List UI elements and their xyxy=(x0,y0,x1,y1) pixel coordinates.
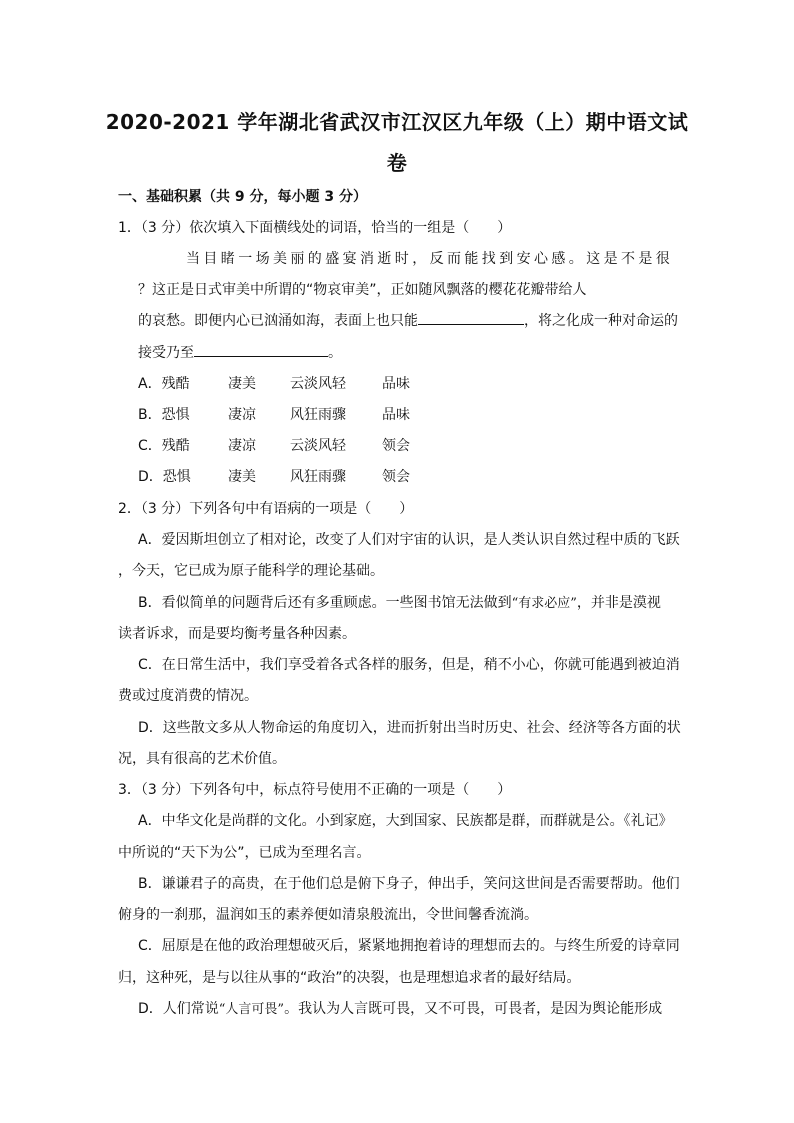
q1-passage-line1: 当目睹一场美丽的盛宴消逝时，反而能找到安心感。这是不是很 xyxy=(186,251,674,267)
q1-passage-line4 xyxy=(138,342,342,362)
q3-option-d-text: D．人们常说 xyxy=(138,1001,219,1017)
option-label: C．残酷 xyxy=(138,438,190,454)
q1-passage-line3 xyxy=(138,310,678,330)
option-word: 风狂雨骤 xyxy=(290,469,346,485)
q3-option-d-line1 xyxy=(138,998,662,1018)
option-word: 凄美 xyxy=(228,376,256,392)
exam-title-line2: 卷 xyxy=(386,151,408,175)
q3-option-a-line1: A．中华文化是尚群的文化。小到家庭，大到国家、民族都是群，而群就是公。《礼记》 xyxy=(138,813,673,829)
q3-option-d-text-end: 。我认为人言既可畏，又不可畏，可畏者，是因为舆论能形成 xyxy=(284,1001,663,1017)
section-heading: 一、基础积累（共 9 分，每小题 3 分） xyxy=(118,189,367,205)
q2-stem: 2．（3 分）下列各句中有语病的一项是（ ） xyxy=(118,501,414,517)
q1-passage-line2: ？这正是日式审美中所谓的“物哀审美”，正如随风飘落的樱花花瓣带给人 xyxy=(138,282,587,298)
blank-1 xyxy=(418,310,524,325)
option-word: 凄美 xyxy=(228,469,256,485)
q2-option-c-line1: C．在日常生活中，我们享受着各式各样的服务，但是，稍不小心，你就可能遇到被迫消 xyxy=(138,657,680,673)
option-word: 凄凉 xyxy=(228,438,256,454)
q1-passage-line4-start: 接受乃至 xyxy=(138,345,194,361)
option-word: 品味 xyxy=(382,376,410,392)
q2-option-a-line2: ，今天，它已成为原子能科学的理论基础。 xyxy=(118,563,384,579)
option-word: 领会 xyxy=(382,438,410,454)
q3-stem: 3．（3 分）下列各句中，标点符号使用不正确的一项是（ ） xyxy=(118,782,512,798)
q2-option-b-line1 xyxy=(138,592,661,612)
q2-option-d-line2: 况，具有很高的艺术价值。 xyxy=(118,751,286,767)
q1-passage-line3-end: ，将之化成一种对命运的 xyxy=(524,313,678,329)
q2-option-d-line1: D．这些散文多从人物命运的角度切入，进而折射出当时历史、社会、经济等各方面的状 xyxy=(138,720,681,736)
q2-option-a-line1: A．爱因斯坦创立了相对论，改变了人们对宇宙的认识，是人类认识自然过程中质的飞跃 xyxy=(138,532,680,548)
q1-option-c xyxy=(138,435,442,455)
q3-option-c-line1: C．屈原是在他的政治理想破灭后，紧紧地拥抱着诗的理想而去的。与终生所爱的诗章同 xyxy=(138,938,680,954)
q1-option-b xyxy=(138,404,442,424)
option-word: 凄凉 xyxy=(228,407,256,423)
q3-option-c-line2: 归，这种死，是与以往从事的“政治”的决裂，也是理想追求者的最好结局。 xyxy=(118,970,581,986)
quoted-phrase: “人言可畏” xyxy=(218,1002,285,1017)
option-word: 云淡风轻 xyxy=(290,376,346,392)
quoted-phrase: “有求必应” xyxy=(511,596,577,611)
option-label: A．残酷 xyxy=(138,376,190,392)
q3-option-b-line2: 俯身的一刹那，温润如玉的素养便如清泉般流出，令世间馨香流淌。 xyxy=(118,907,538,923)
q3-option-b-line1: B．谦谦君子的高贵，在于他们总是俯下身子，伸出手，笑问这世间是否需要帮助。他们 xyxy=(138,876,680,892)
option-word: 品味 xyxy=(382,407,410,423)
exam-title-line1: 2020-2021 学年湖北省武汉市江汉区九年级（上）期中语文试 xyxy=(105,110,689,134)
option-label: D．恐惧 xyxy=(138,469,191,485)
option-word: 风狂雨骤 xyxy=(290,407,346,423)
blank-2 xyxy=(194,342,328,357)
q2-option-c-line2: 费或过度消费的情况。 xyxy=(118,688,258,704)
option-label: B．恐惧 xyxy=(138,407,190,423)
q1-passage-line3-start: 的哀愁。即便内心已汹涌如海，表面上也只能 xyxy=(138,313,418,329)
option-word: 云淡风轻 xyxy=(290,438,346,454)
q2-option-b-text-end: ，并非是漠视 xyxy=(576,595,661,611)
q3-option-a-line2: 中所说的“天下为公”，已成为至理名言。 xyxy=(118,845,371,861)
q1-option-d xyxy=(138,466,442,486)
q1-stem: 1．（3 分）依次填入下面横线处的词语，恰当的一组是（ ） xyxy=(118,220,512,236)
q1-passage-line4-end: 。 xyxy=(328,345,342,361)
option-word: 领会 xyxy=(382,469,410,485)
q2-option-b-text: B．看似简单的问题背后还有多重顾虑。一些图书馆无法做到 xyxy=(138,595,512,611)
q2-option-b-line2: 读者诉求，而是要均衡考量各种因素。 xyxy=(118,626,356,642)
q1-option-a xyxy=(138,373,442,393)
